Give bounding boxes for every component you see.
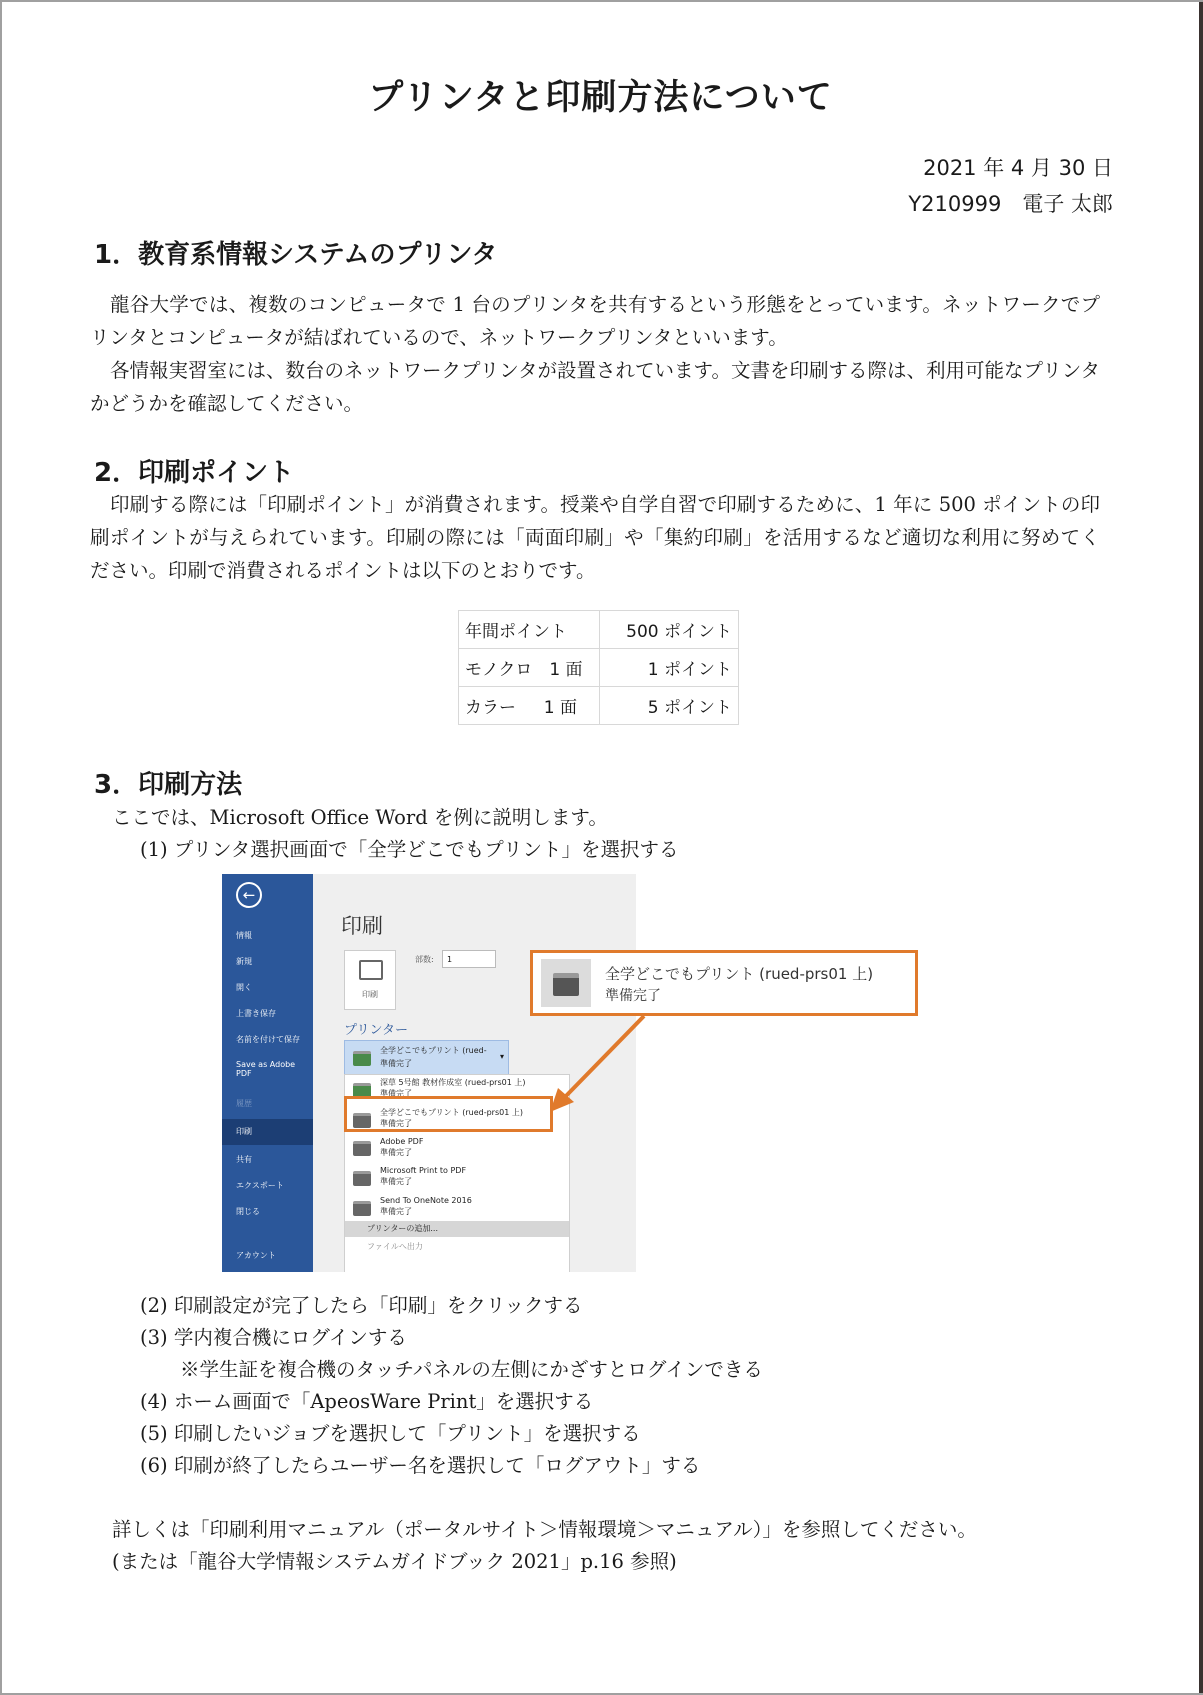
section-2-heading: 2．印刷ポイント: [94, 458, 295, 488]
sidebar-item-history[interactable]: 履歴: [236, 1099, 252, 1108]
table-cell-label: モノクロ 1 面: [459, 649, 600, 687]
table-cell-label: 年間ポイント: [459, 611, 600, 649]
page-title: プリンタと印刷方法について: [368, 78, 833, 118]
document-author: Y210999 電子 太郎: [908, 192, 1113, 216]
table-row: [459, 649, 739, 687]
selected-printer-name: 全学どこでもプリント (rued-: [380, 1046, 487, 1055]
step-3-note: ※学生証を複合機のタッチパネルの左側にかざすとログインできる: [180, 1358, 763, 1381]
step-2: (2) 印刷設定が完了したら「印刷」をクリックする: [140, 1294, 583, 1317]
printer-icon: [353, 1201, 371, 1216]
step-5: (5) 印刷したいジョブを選択して「プリント」を選択する: [140, 1422, 641, 1445]
printer-select[interactable]: [344, 1040, 509, 1076]
table-cell-value: 500 ポイント: [600, 611, 739, 649]
step-4: (4) ホーム画面で「ApeosWare Print」を選択する: [140, 1390, 594, 1413]
table-cell-value: 5 ポイント: [600, 687, 739, 725]
printer-name: 深草 5号館 教材作成室 (rued-prs01 上): [380, 1078, 526, 1087]
printer-status: 準備完了: [380, 1177, 412, 1186]
callout-printer-name: 全学どこでもプリント (rued-prs01 上): [605, 965, 874, 983]
printer-status: 準備完了: [380, 1119, 412, 1128]
sidebar-item-print[interactable]: 印刷: [236, 1127, 252, 1136]
footer-line-2: (または「龍谷大学情報システムガイドブック 2021」p.16 参照): [112, 1550, 677, 1573]
sidebar-item-save[interactable]: 上書き保存: [236, 1009, 276, 1018]
section-3-intro: ここでは、Microsoft Office Word を例に説明します。: [112, 806, 608, 829]
sidebar-item-save-as[interactable]: 名前を付けて保存: [236, 1035, 300, 1044]
sidebar-item-account[interactable]: アカウント: [236, 1251, 276, 1260]
print-button-label: 印刷: [362, 990, 378, 999]
sidebar-item-export[interactable]: エクスポート: [236, 1181, 284, 1190]
table-cell-value: 1 ポイント: [600, 649, 739, 687]
back-arrow-icon[interactable]: ←: [236, 882, 262, 908]
section-2-paragraph: 印刷する際には「印刷ポイント」が消費されます。授業や自学自習で印刷するために、1 年に 500 ポイントの印刷ポイントが与えられています。印刷の際には「両面印刷」や「集約印刷」を活用するなど適切な利用に努めてください。印刷で消費されるポイントは以下のとおりです。: [90, 493, 1100, 582]
section-1-paragraph-2: 各情報実習室には、数台のネットワークプリンタが設置されています。文書を印刷する際は、利用可能なプリンタかどうかを確認してください。: [90, 359, 1100, 415]
printer-icon: [541, 959, 591, 1007]
printer-icon: [353, 1051, 371, 1066]
points-table: [458, 610, 739, 725]
selected-printer-callout: [530, 950, 918, 1016]
printer-status: 準備完了: [380, 1148, 412, 1157]
step-3: (3) 学内複合機にログインする: [140, 1326, 407, 1349]
printer-icon: [353, 1141, 371, 1156]
sidebar-item-new[interactable]: 新規: [236, 957, 252, 966]
section-1-paragraph-1: 龍谷大学では、複数のコンピュータで 1 台のプリンタを共有するという形態をとっています。ネットワークでプリンタとコンピュータが結ばれているので、ネットワークプリンタといいます。: [90, 293, 1100, 349]
table-row: [459, 687, 739, 725]
highlight-box: [344, 1096, 553, 1132]
printer-icon: [359, 960, 383, 980]
printer-status: 準備完了: [380, 1089, 412, 1098]
printer-name: Microsoft Print to PDF: [380, 1166, 467, 1175]
sidebar-item-save-pdf[interactable]: Save as Adobe PDF: [236, 1060, 296, 1078]
sidebar-item-open[interactable]: 開く: [236, 983, 252, 992]
sidebar-item-info[interactable]: 情報: [236, 931, 252, 940]
add-printer-item[interactable]: プリンターの追加...: [345, 1221, 569, 1237]
callout-printer-status: 準備完了: [605, 988, 661, 1004]
document-date: 2021 年 4 月 30 日: [923, 156, 1113, 180]
backstage-sidebar: [222, 874, 313, 1272]
printer-name: 全学どこでもプリント (rued-prs01 上): [380, 1108, 523, 1117]
document-page: [2, 2, 1203, 1693]
chevron-down-icon[interactable]: ▾: [499, 1052, 504, 1061]
table-cell-label: カラー 1 面: [459, 687, 600, 725]
print-button[interactable]: [344, 950, 396, 1010]
printer-status: 準備完了: [380, 1207, 412, 1216]
printer-name: Send To OneNote 2016: [380, 1196, 472, 1205]
print-to-file-item[interactable]: ファイルへ出力: [367, 1242, 423, 1251]
printer-name: Adobe PDF: [380, 1137, 424, 1146]
callout-arrow-icon: [532, 1014, 652, 1114]
selected-printer-status: 準備完了: [380, 1059, 412, 1068]
table-row: [459, 611, 739, 649]
section-1-heading: 1．教育系情報システムのプリンタ: [94, 240, 498, 270]
sidebar-item-share[interactable]: 共有: [236, 1155, 252, 1164]
printer-section-label: プリンター: [344, 1023, 408, 1038]
step-1: (1) プリンタ選択画面で「全学どこでもプリント」を選択する: [140, 838, 679, 861]
sidebar-item-close[interactable]: 閉じる: [236, 1207, 260, 1216]
print-panel-title: 印刷: [341, 914, 383, 938]
step-6: (6) 印刷が終了したらユーザー名を選択して「ログアウト」する: [140, 1454, 701, 1477]
copies-input[interactable]: 1: [442, 950, 496, 968]
section-3-heading: 3．印刷方法: [94, 770, 243, 800]
printer-icon: [353, 1171, 371, 1186]
copies-label: 部数:: [415, 955, 434, 964]
footer-line-1: 詳しくは「印刷利用マニュアル（ポータルサイト＞情報環境＞マニュアル）」を参照してください。: [112, 1518, 977, 1541]
